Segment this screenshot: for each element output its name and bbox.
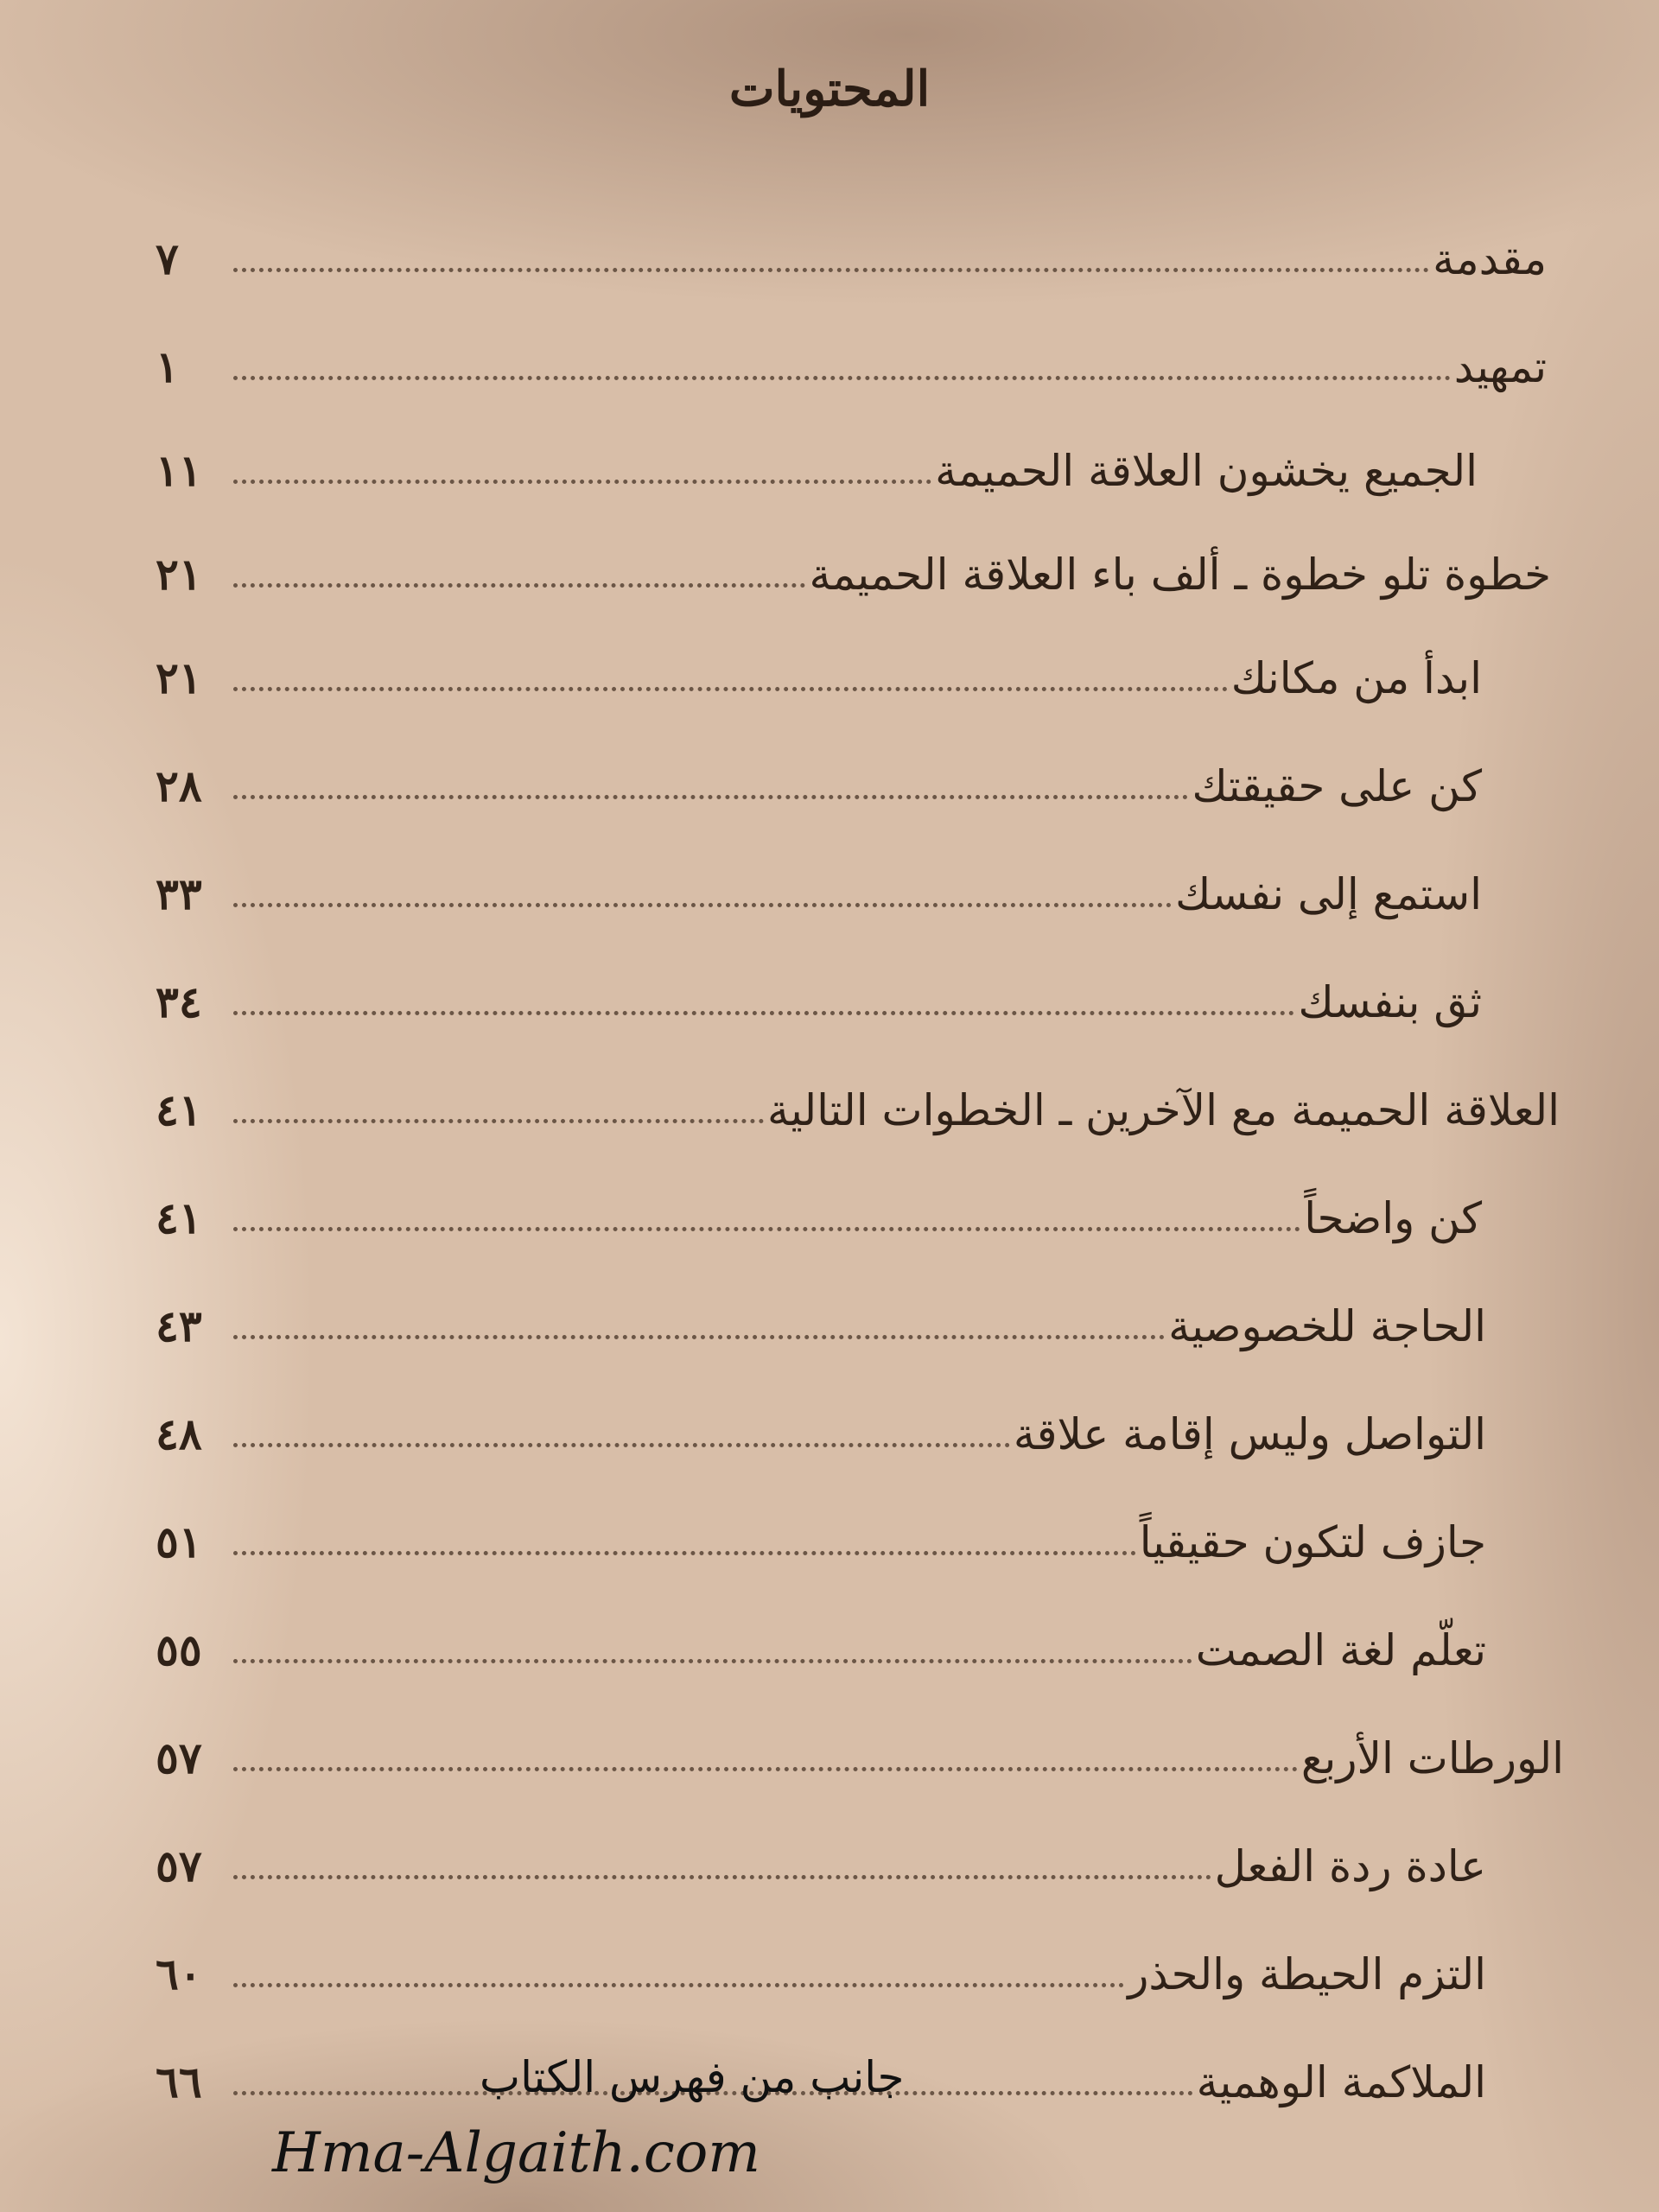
dot-leader xyxy=(233,1011,1294,1015)
dot-leader xyxy=(233,583,805,588)
toc-entry xyxy=(156,1711,1564,1783)
entry-page-number: ١١ xyxy=(156,445,202,496)
dot-leader xyxy=(233,1119,764,1123)
watermark-caption: جانب من فهرس الكتاب xyxy=(480,2052,905,2102)
entry-page-number: ٥١ xyxy=(156,1516,202,1567)
entry-page-number: ٤٣ xyxy=(156,1300,202,1351)
page-title: المحتويات xyxy=(728,60,931,118)
entry-page-number: ٤١ xyxy=(156,1084,202,1135)
entry-title: الجميع يخشون العلاقة الحميمة xyxy=(935,446,1478,496)
toc-entry xyxy=(156,1927,1486,1999)
dot-leader xyxy=(233,903,1172,907)
entry-title: خطوة تلو خطوة ـ ألف باء العلاقة الحميمة xyxy=(809,550,1551,600)
entry-title: العلاقة الحميمة مع الآخرين ـ الخطوات التالية xyxy=(767,1085,1560,1135)
entry-page-number: ٢١ xyxy=(156,652,202,703)
dot-leader xyxy=(233,480,931,484)
entry-page-number: ٦٦ xyxy=(156,2056,202,2107)
watermark-url: Hma-Algaith.com xyxy=(272,2121,760,2185)
entry-page-number: ٥٥ xyxy=(156,1624,202,1675)
toc-entry xyxy=(156,320,1547,392)
entry-title: الورطات الأربع xyxy=(1300,1733,1564,1783)
entry-title: التزم الحيطة والحذر xyxy=(1128,1949,1486,1999)
toc-entry xyxy=(156,1603,1486,1675)
entry-page-number: ٤٨ xyxy=(156,1408,202,1459)
dot-leader xyxy=(233,268,1429,272)
entry-page-number: ٧ xyxy=(156,233,179,284)
entry-title: كن على حقيقتك xyxy=(1192,761,1482,811)
toc-entry xyxy=(156,1495,1486,1567)
entry-title: تمهيد xyxy=(1453,342,1547,392)
dot-leader xyxy=(233,795,1188,799)
entry-page-number: ٥٧ xyxy=(156,1732,202,1783)
entry-title: كن واضحاً xyxy=(1304,1193,1482,1243)
entry-page-number: ١ xyxy=(156,341,179,392)
toc-entry xyxy=(156,955,1482,1027)
toc-entry xyxy=(156,1387,1486,1459)
dot-leader xyxy=(233,1443,1010,1447)
dot-leader xyxy=(233,1335,1165,1339)
entry-page-number: ٢١ xyxy=(156,549,202,600)
toc-entry xyxy=(156,847,1482,919)
dot-leader xyxy=(233,687,1228,691)
entry-page-number: ٥٧ xyxy=(156,1840,202,1891)
toc-entry xyxy=(156,527,1551,600)
entry-title: التواصل وليس إقامة علاقة xyxy=(1013,1409,1486,1459)
entry-title: عادة ردة الفعل xyxy=(1214,1841,1486,1891)
entry-title: ثق بنفسك xyxy=(1298,977,1482,1027)
toc-entry xyxy=(156,1279,1486,1351)
entry-title: تعلّم لغة الصمت xyxy=(1195,1625,1486,1675)
toc-entry xyxy=(156,739,1482,811)
entry-title: مقدمة xyxy=(1433,234,1547,284)
entry-page-number: ٤١ xyxy=(156,1192,202,1243)
entry-page-number: ٣٣ xyxy=(156,868,202,919)
entry-page-number: ٢٨ xyxy=(156,760,202,811)
toc-entry xyxy=(156,423,1478,496)
dot-leader xyxy=(233,1227,1300,1231)
toc-entry xyxy=(156,1819,1486,1891)
dot-leader xyxy=(233,1551,1136,1555)
entry-title: جازف لتكون حقيقياً xyxy=(1139,1517,1486,1567)
dot-leader xyxy=(233,1983,1124,1987)
toc-entry xyxy=(156,1063,1560,1135)
entry-page-number: ٦٠ xyxy=(156,1948,202,1999)
dot-leader xyxy=(233,1767,1298,1771)
dot-leader xyxy=(233,376,1451,380)
entry-title: ابدأ من مكانك xyxy=(1230,653,1482,703)
toc-entry xyxy=(156,1171,1482,1243)
dot-leader xyxy=(233,1659,1192,1663)
entry-title: استمع إلى نفسك xyxy=(1175,869,1482,919)
entry-title: الملاكمة الوهمية xyxy=(1196,2057,1486,2107)
toc-entry xyxy=(156,631,1482,703)
toc-entry xyxy=(156,212,1547,284)
entry-page-number: ٣٤ xyxy=(156,976,202,1027)
entry-title: الحاجة للخصوصية xyxy=(1168,1301,1486,1351)
dot-leader xyxy=(233,1875,1211,1879)
